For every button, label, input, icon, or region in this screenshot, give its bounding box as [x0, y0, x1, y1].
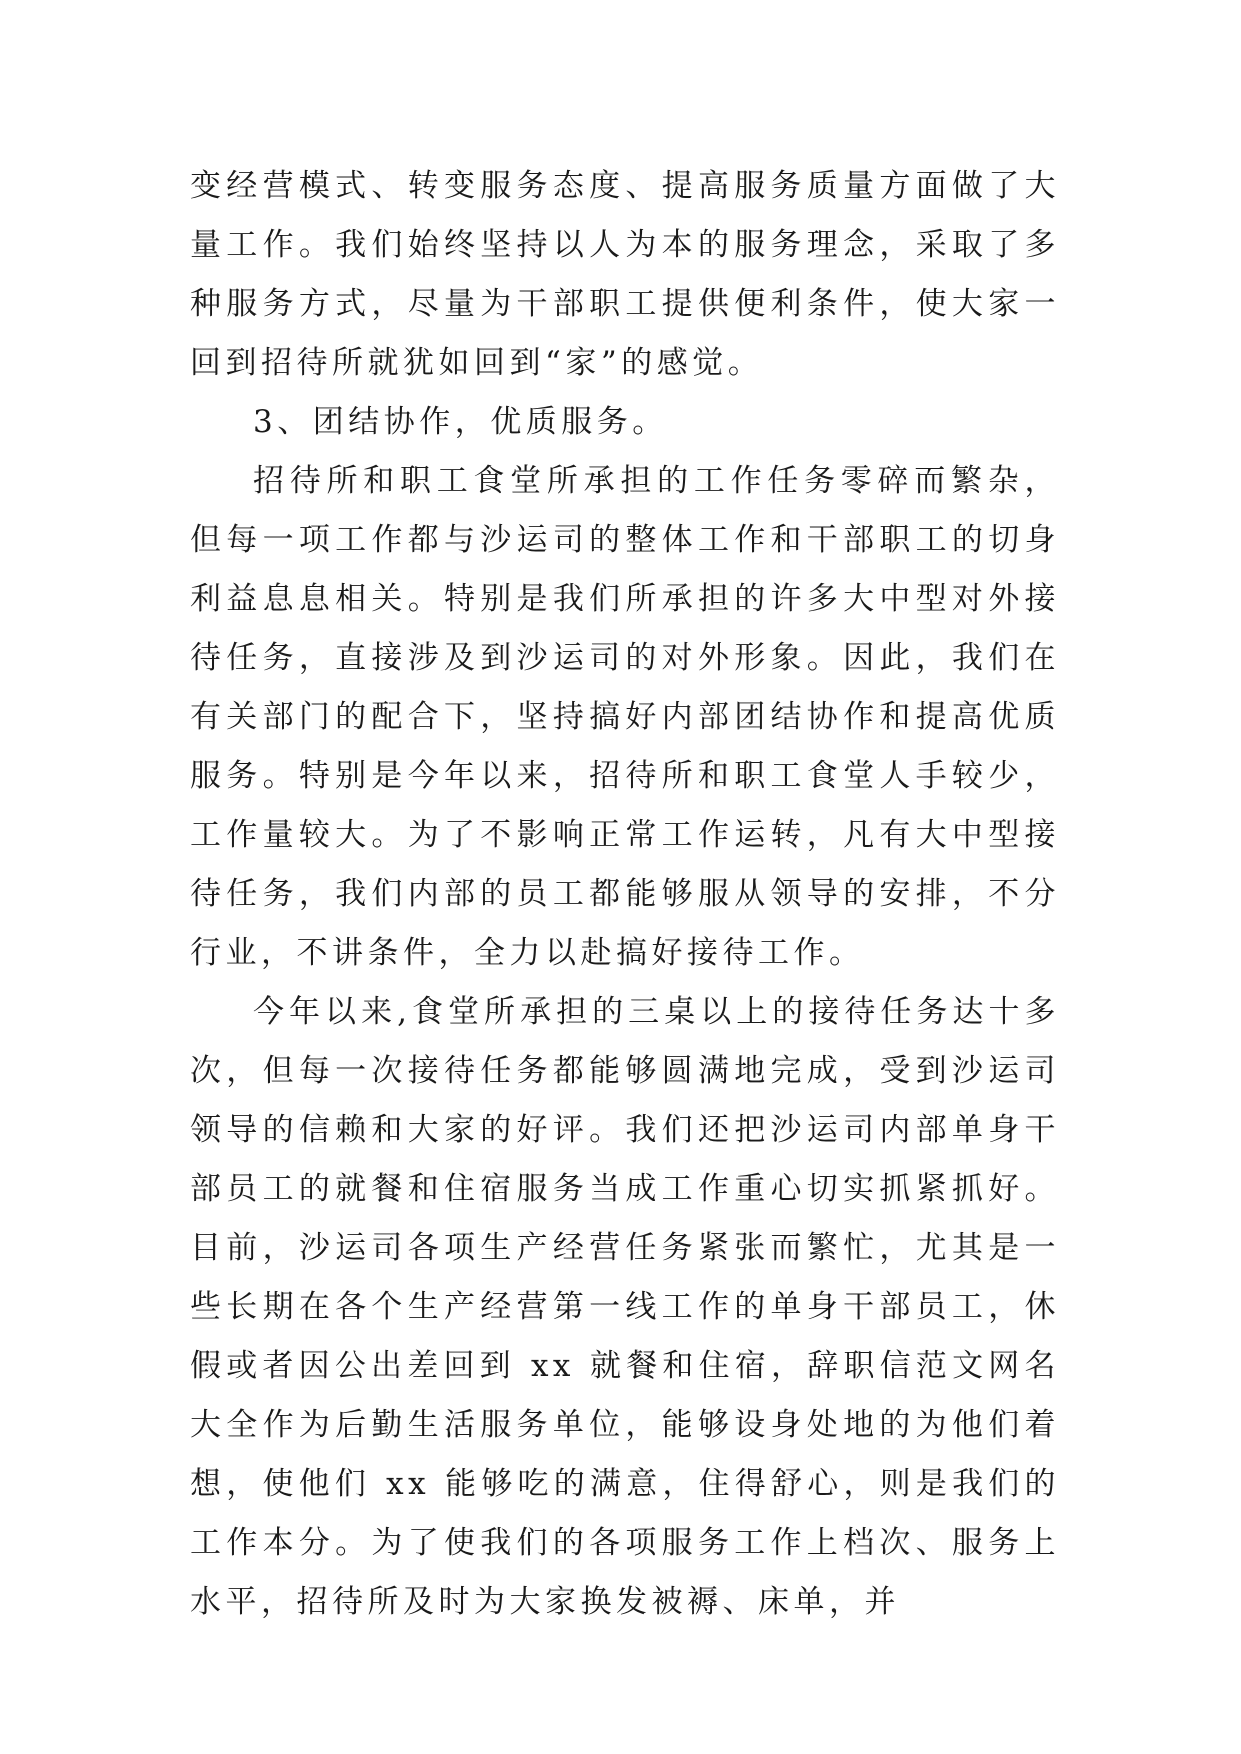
section-heading-3: 3、团结协作，优质服务。 [253, 404, 668, 440]
paragraph-teamwork: 招待所和职工食堂所承担的工作任务零碎而繁杂，但每一项工作都与沙运司的整体工作和干部职工的切身利益息息相关。特别是我们所承担的许多大中型对外接待任务，直接涉及到沙运司的对外形象。因此，我们在有关部门的配合下，坚持搞好内部团结协作和提高优质服务。特别是今年以来，招待所和职工食堂人手较少，工作量较大。为了不影响正常工作运转，凡有大中型接待任务，我们内部的员工都能够服从领导的安排，不分行业，不讲条件，全力以赴搞好接待工作。 [190, 463, 1060, 971]
paragraph-continuation: 变经营模式、转变服务态度、提高服务质量方面做了大量工作。我们始终坚持以人为本的服务理念，采取了多种服务方式，尽量为干部职工提供便利条件，使大家一回到招待所就犹如回到“家”的感觉。 [190, 168, 1060, 381]
paragraph-reception: 今年以来,食堂所承担的三桌以上的接待任务达十多次，但每一次接待任务都能够圆满地完成，受到沙运司领导的信赖和大家的好评。我们还把沙运司内部单身干部员工的就餐和住宿服务当成工作重心切实抓紧抓好。目前，沙运司各项生产经营任务紧张而繁忙，尤其是一些长期在各个生产经营第一线工作的单身干部员工，休假或者因公出差回到 xx 就餐和住宿，辞职信范文网名大全作为后勤生活服务单位，能够设身处地的为他们着想，使他们 xx 能够吃的满意，住得舒心，则是我们的工作本分。为了使我们的各项服务工作上档次、服务上水平，招待所及时为大家换发被褥、床单，并 [190, 994, 1060, 1620]
document-body [190, 157, 1060, 1632]
